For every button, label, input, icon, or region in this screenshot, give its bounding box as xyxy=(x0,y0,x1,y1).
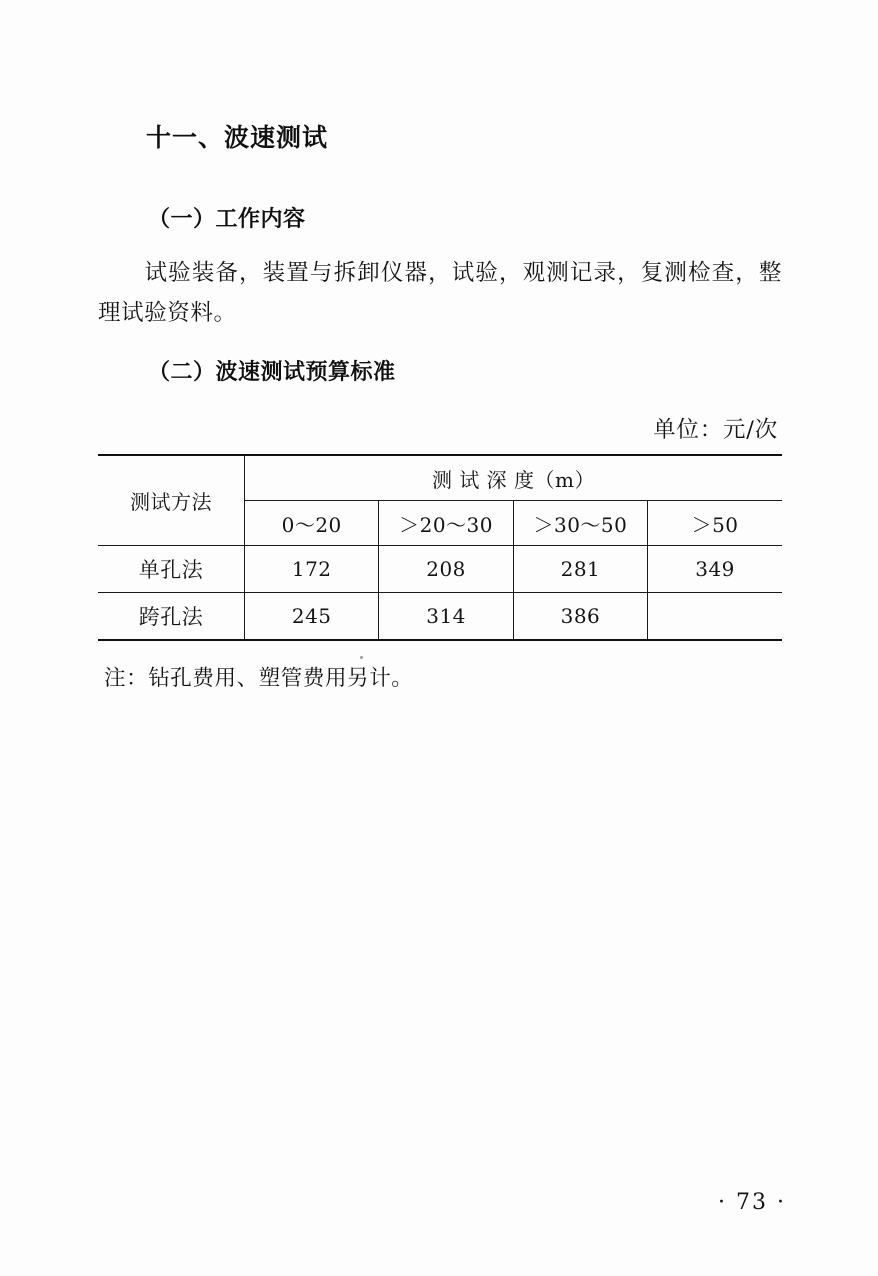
cell-cross-hole-0-20: 245 xyxy=(245,593,379,641)
unit-label: 单位：元/次 xyxy=(653,417,778,443)
table-row xyxy=(98,546,782,593)
table-row xyxy=(98,593,782,641)
cell-single-hole-30-50: 281 xyxy=(513,546,647,593)
table-note: 注：钻孔费用、塑管费用另计。 xyxy=(104,666,414,691)
cell-single-hole-0-20: 172 xyxy=(245,546,379,593)
page-speck xyxy=(360,656,363,659)
page-number: · 73 · xyxy=(718,1190,786,1215)
table-corner-header: 测试方法 xyxy=(98,455,245,546)
cell-cross-hole-over-50 xyxy=(648,593,782,641)
page-content xyxy=(98,110,782,692)
cell-cross-hole-20-30: 314 xyxy=(379,593,513,641)
section-heading: 十一、波速测试 xyxy=(146,123,329,152)
subsection-heading-work-content: （一）工作内容 xyxy=(148,207,306,232)
row-label-cross-hole-method: 跨孔法 xyxy=(98,593,245,641)
table-column-header-over-50: ＞50 xyxy=(648,501,782,546)
table-header-row-1 xyxy=(98,455,782,501)
table-column-header-30-50: ＞30～50 xyxy=(513,501,647,546)
subsection-heading-budget-standard: （二）波速测试预算标准 xyxy=(148,360,396,385)
table-column-header-20-30: ＞20～30 xyxy=(379,501,513,546)
table-group-header-depth: 测 试 深 度（m） xyxy=(245,455,783,501)
wave-velocity-rate-table xyxy=(98,454,782,641)
cell-single-hole-20-30: 208 xyxy=(379,546,513,593)
work-content-paragraph xyxy=(98,253,782,333)
cell-single-hole-over-50: 349 xyxy=(648,546,782,593)
cell-cross-hole-30-50: 386 xyxy=(513,593,647,641)
table-column-header-0-20: 0～20 xyxy=(245,501,379,546)
paragraph-text: 试验装备，装置与拆卸仪器，试验，观测记录，复测检查，整理试验资料。 xyxy=(98,260,782,326)
row-label-single-hole-method: 单孔法 xyxy=(98,546,245,593)
